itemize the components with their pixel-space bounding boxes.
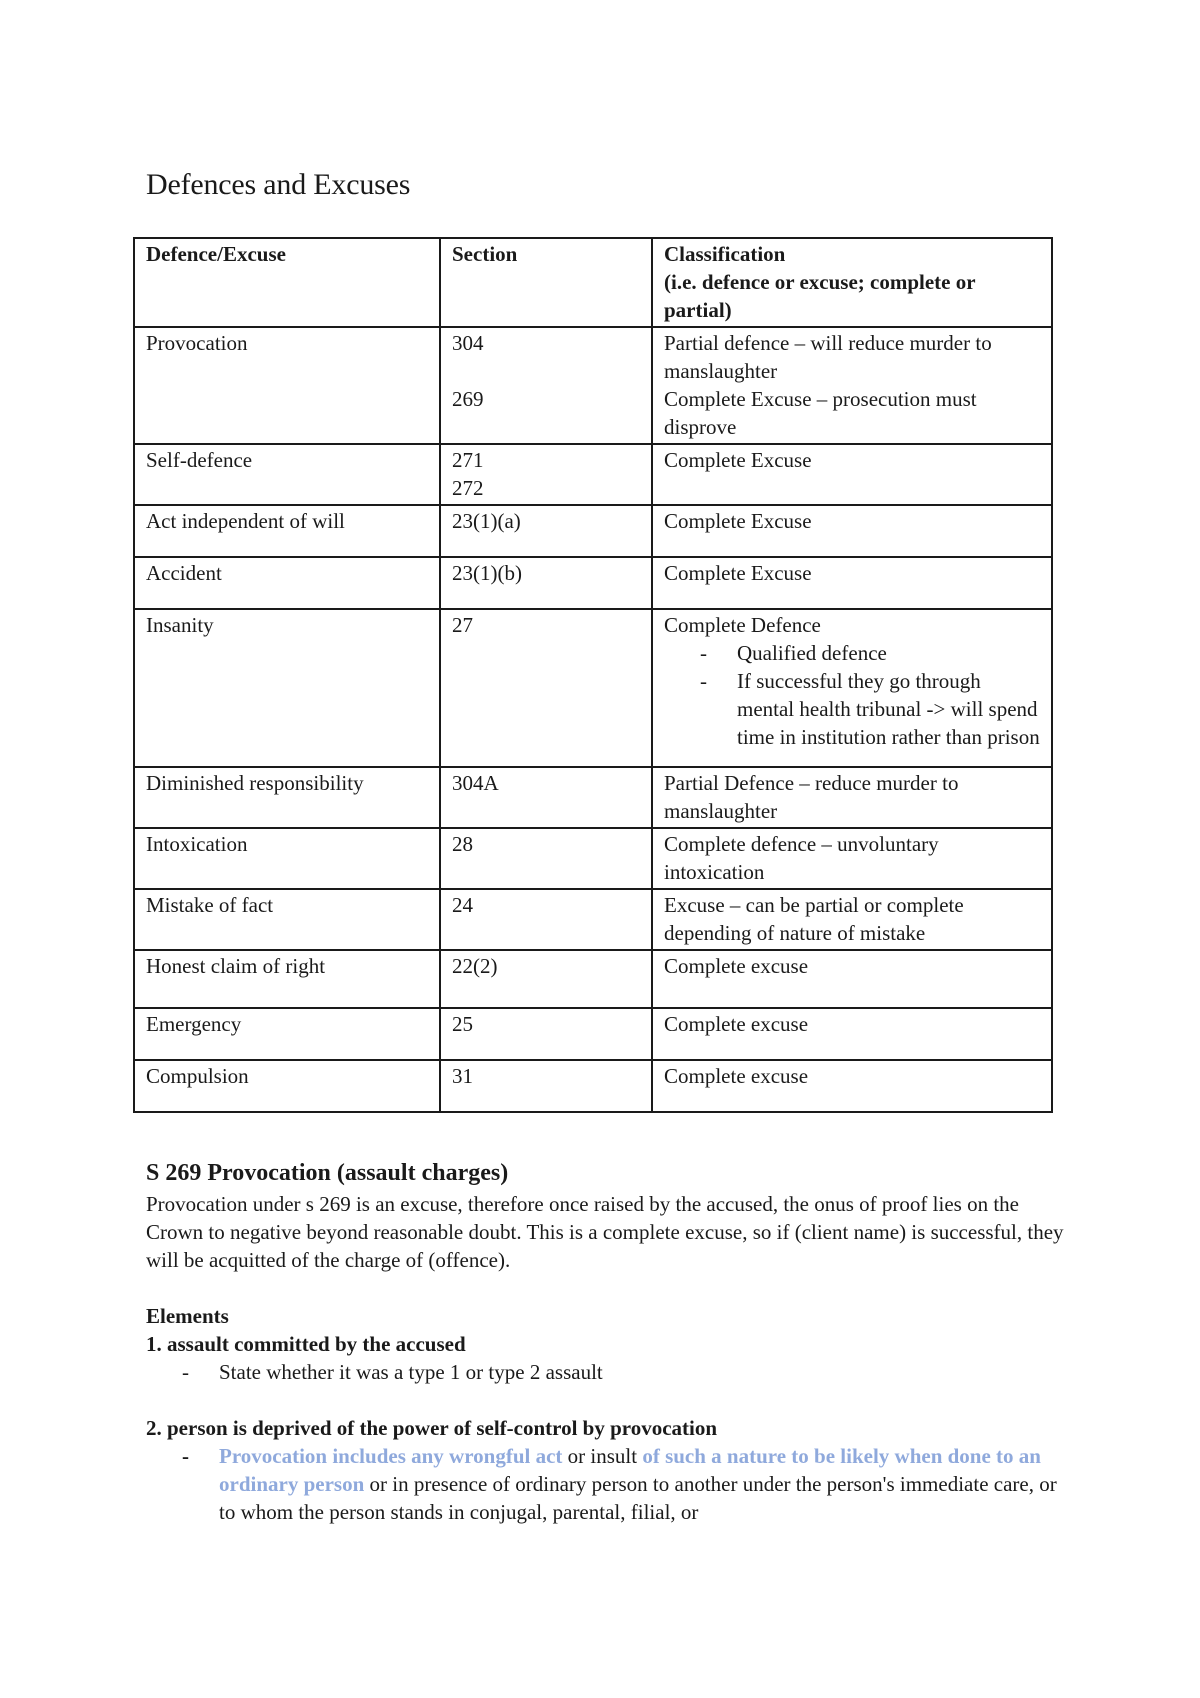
section-number: 28: [452, 832, 473, 856]
cell-section: [440, 889, 652, 950]
cell-section: [440, 1008, 652, 1060]
cell-classification: [652, 1060, 1052, 1112]
classification-bullets: [664, 639, 1041, 751]
table-body: [134, 327, 1052, 1112]
list-item: - If successful they go through mental health tribunal -> will spend time in institution rather than prison: [737, 667, 1041, 751]
table-row: [134, 950, 1052, 1008]
cell-classification: [652, 557, 1052, 609]
cell-section: [440, 557, 652, 609]
list-item: - Qualified defence: [737, 639, 1041, 667]
classification-text: Partial defence – will reduce murder to manslaughter: [664, 331, 992, 383]
section-number: 27: [452, 613, 473, 637]
page-title: Defences and Excuses: [146, 168, 411, 201]
body-text: or insult: [562, 1444, 643, 1468]
cell-defence: Provocation: [134, 327, 440, 444]
header-defence: Defence/Excuse: [134, 238, 440, 327]
cell-defence: Accident: [134, 557, 440, 609]
highlighted-text: of such a nature to be likely when done to an ordinary person: [219, 1444, 1041, 1496]
cell-section: [440, 505, 652, 557]
table-row: [134, 1008, 1052, 1060]
cell-defence: Compulsion: [134, 1060, 440, 1112]
elements-heading: Elements: [146, 1304, 229, 1328]
section-number: 271: [452, 448, 484, 472]
table-row: [134, 767, 1052, 828]
section-number: [452, 357, 641, 385]
section-heading: S 269 Provocation (assault charges): [146, 1160, 509, 1186]
header-classification: Classification (i.e. defence or excuse; complete or partial): [652, 238, 1052, 327]
classification-text: Complete excuse: [664, 954, 809, 978]
classification-text: Complete excuse: [664, 1064, 809, 1088]
section-intro: Provocation under s 269 is an excuse, therefore once raised by the accused, the onus of proof lies on the Crown to negative beyond reasonable doubt. This is a complete excuse, so if (client name) is successful, they will be acquitted of the charge of (offence).: [146, 1192, 1064, 1272]
classification-text: Complete excuse: [664, 1012, 809, 1036]
table-row: [134, 828, 1052, 889]
table-row: [134, 609, 1052, 767]
defences-table: [133, 237, 1053, 1113]
element-2-title: 2. person is deprived of the power of self-control by provocation: [146, 1416, 718, 1440]
body-text: or in presence of ordinary person to another under the person's immediate care, or to whom the person stands in conjugal, parental, filial, or: [219, 1472, 1057, 1524]
cell-classification: [652, 609, 1052, 767]
cell-defence: Insanity: [134, 609, 440, 767]
cell-defence: Mistake of fact: [134, 889, 440, 950]
table-row: [134, 557, 1052, 609]
section-number: 25: [452, 1012, 473, 1036]
cell-defence: Honest claim of right: [134, 950, 440, 1008]
cell-section: [440, 609, 652, 767]
cell-classification: [652, 1008, 1052, 1060]
cell-defence: Act independent of will: [134, 505, 440, 557]
element-1-list: [146, 1358, 1066, 1386]
element-2-list: [146, 1442, 1066, 1526]
section-number: 23(1)(b): [452, 561, 522, 585]
cell-section: [440, 444, 652, 505]
section-number: 304: [452, 331, 484, 355]
element-1-title: 1. assault committed by the accused: [146, 1332, 466, 1356]
table-row: [134, 327, 1052, 444]
table-row: [134, 1060, 1052, 1112]
cell-classification: [652, 950, 1052, 1008]
classification-text: Complete Excuse – prosecution must disprove: [664, 387, 977, 439]
classification-text: Complete Excuse: [664, 448, 812, 472]
cell-defence: Intoxication: [134, 828, 440, 889]
cell-classification: [652, 444, 1052, 505]
table-row: [134, 889, 1052, 950]
provocation-section: [146, 1158, 1066, 1526]
classification-text: Complete Defence: [664, 613, 821, 637]
cell-defence: Emergency: [134, 1008, 440, 1060]
section-number: 272: [452, 476, 484, 500]
cell-classification: [652, 828, 1052, 889]
section-number: 24: [452, 893, 473, 917]
classification-text: Complete defence – unvoluntary intoxication: [664, 832, 939, 884]
header-section: Section: [440, 238, 652, 327]
cell-section: [440, 1060, 652, 1112]
section-number: 304A: [452, 771, 499, 795]
cell-section: [440, 327, 652, 444]
cell-classification: [652, 889, 1052, 950]
list-item: [219, 1442, 1066, 1526]
cell-section: [440, 767, 652, 828]
table-header-row: [134, 238, 1052, 327]
cell-defence: Self-defence: [134, 444, 440, 505]
cell-classification: [652, 767, 1052, 828]
list-item: - State whether it was a type 1 or type 2 assault: [219, 1358, 1066, 1386]
cell-section: [440, 950, 652, 1008]
table-row: [134, 505, 1052, 557]
classification-text: Excuse – can be partial or complete depending of nature of mistake: [664, 893, 964, 945]
cell-classification: [652, 505, 1052, 557]
section-number: 31: [452, 1064, 473, 1088]
classification-text: Complete Excuse: [664, 509, 812, 533]
cell-classification: [652, 327, 1052, 444]
section-number: 22(2): [452, 954, 498, 978]
cell-section: [440, 828, 652, 889]
classification-text: Complete Excuse: [664, 561, 812, 585]
highlighted-text: Provocation includes any wrongful act: [219, 1444, 563, 1468]
section-number: 23(1)(a): [452, 509, 521, 533]
cell-defence: Diminished responsibility: [134, 767, 440, 828]
section-number: 269: [452, 387, 484, 411]
table-row: [134, 444, 1052, 505]
classification-text: Partial Defence – reduce murder to manslaughter: [664, 771, 959, 823]
